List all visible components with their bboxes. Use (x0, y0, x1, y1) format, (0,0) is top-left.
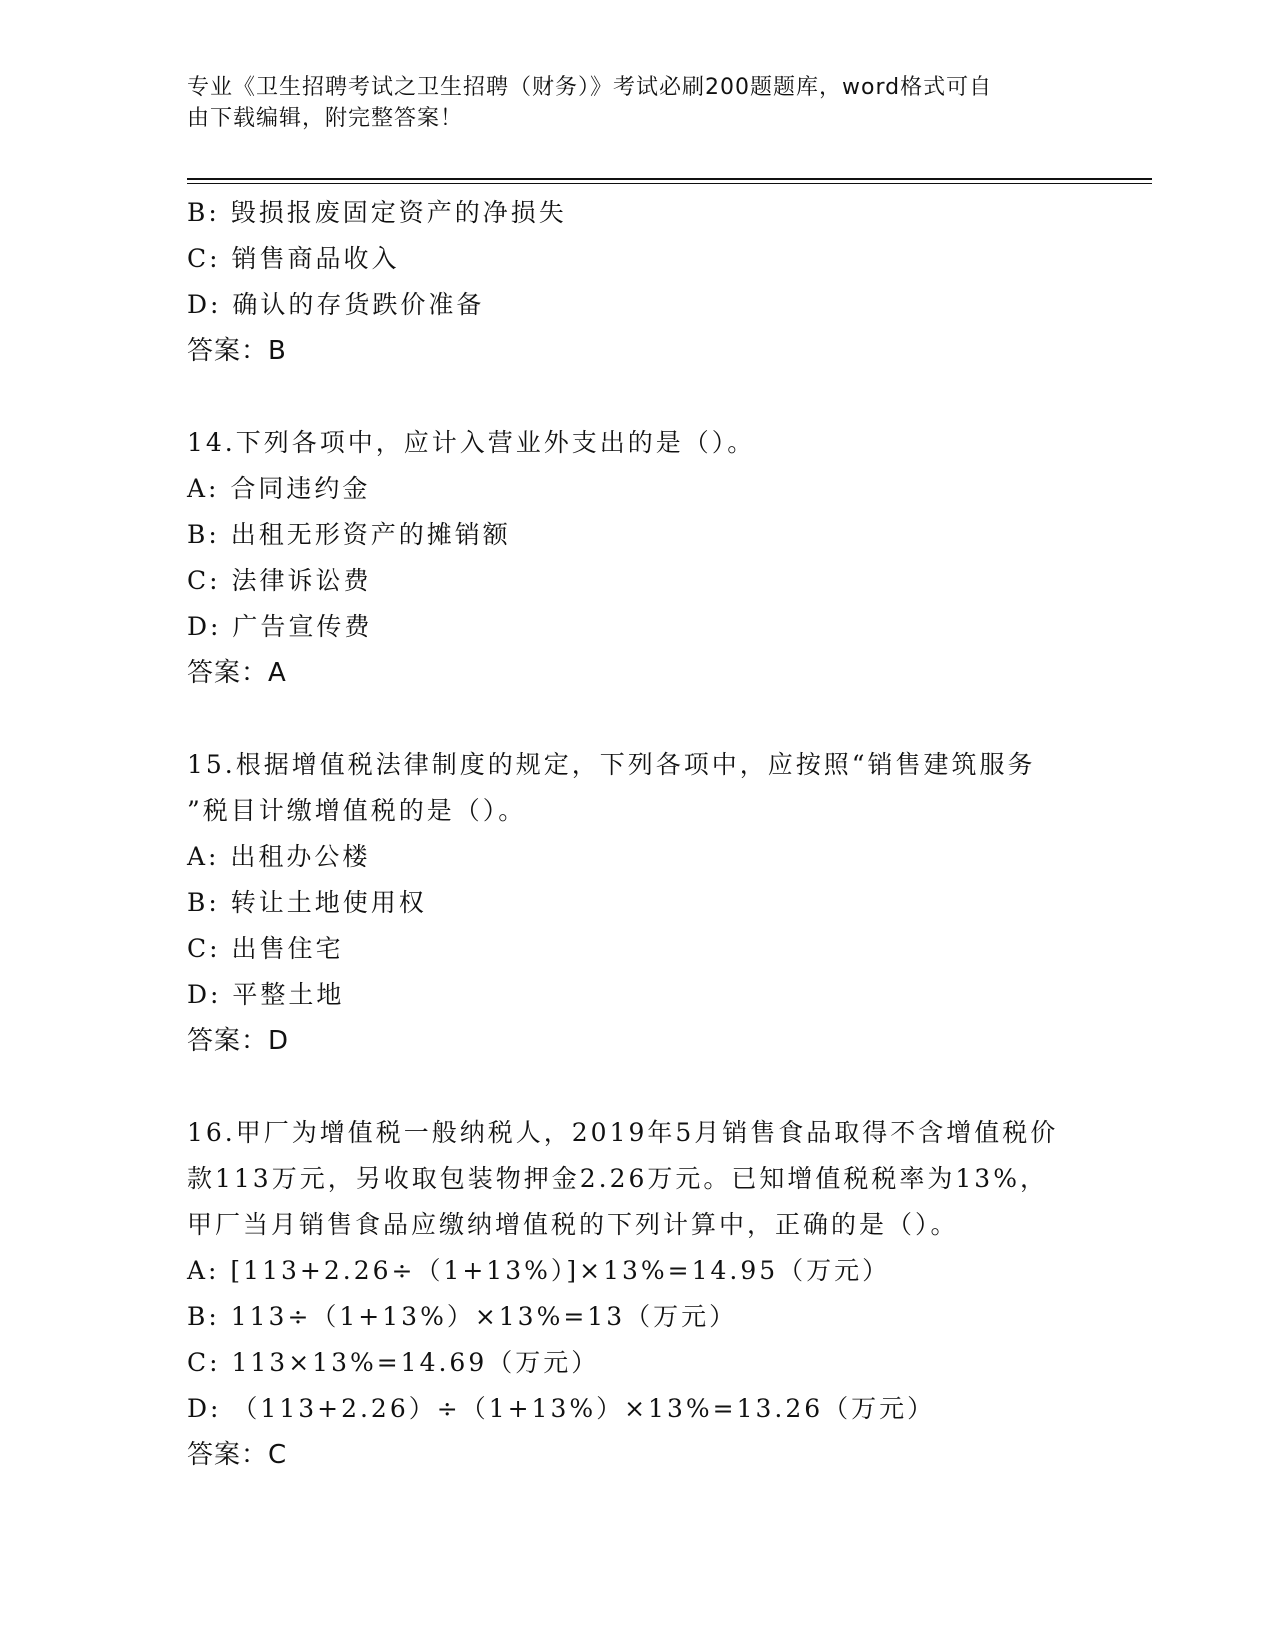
answer-line: 答案：C (187, 1440, 288, 1470)
option-b: B: 出租无形资产的摊销额 (187, 520, 511, 549)
option-c: C: 113×13%=14.69（万元） (187, 1348, 600, 1377)
question-list (187, 190, 1087, 1478)
question-14 (187, 420, 1087, 466)
option-a: A: [113+2.26÷（1+13%）]×13%=14.95（万元） (187, 1256, 891, 1285)
option-d: D: 广告宣传费 (187, 612, 373, 641)
spacer (187, 1064, 1087, 1110)
option-b: B: 113÷（1+13%）×13%=13（万元） (187, 1302, 738, 1331)
document-header (187, 72, 1067, 134)
header-divider-thin (187, 183, 1152, 184)
header-line-2: 由下载编辑，附完整答案！ (187, 106, 464, 131)
question-16 (187, 1110, 1087, 1248)
option-d: D: （113+2.26）÷（1+13%）×13%=13.26（万元） (187, 1394, 936, 1423)
option-d: D: 平整土地 (187, 980, 345, 1009)
spacer (187, 696, 1087, 742)
option-d: D: 确认的存货跌价准备 (187, 290, 485, 319)
option-a: A: 出租办公楼 (187, 842, 371, 871)
option-c: C: 法律诉讼费 (187, 566, 372, 595)
question-text: 15.根据增值税法律制度的规定，下列各项中，应按照“销售建筑服务 (187, 750, 1036, 779)
option-b: B: 毁损报废固定资产的净损失 (187, 198, 567, 227)
option-a: A: 合同违约金 (187, 474, 371, 503)
answer-line: 答案：B (187, 336, 287, 366)
question-15 (187, 742, 1087, 834)
answer-line: 答案：A (187, 658, 287, 688)
question-text: ”税目计缴增值税的是（）。 (187, 796, 527, 825)
header-line-1: 专业《卫生招聘考试之卫生招聘（财务）》考试必刷200题题库，word格式可自 (187, 75, 993, 100)
question-text: 甲厂当月销售食品应缴纳增值税的下列计算中，正确的是（）。 (187, 1210, 959, 1239)
option-c: C: 销售商品收入 (187, 244, 400, 273)
question-text: 14.下列各项中，应计入营业外支出的是（）。 (187, 428, 756, 457)
option-c: C: 出售住宅 (187, 934, 344, 963)
question-text: 16.甲厂为增值税一般纳税人，2019年5月销售食品取得不含增值税价 (187, 1118, 1059, 1147)
option-b: B: 转让土地使用权 (187, 888, 427, 917)
spacer (187, 374, 1087, 420)
answer-line: 答案：D (187, 1026, 290, 1056)
header-divider-thick (187, 178, 1152, 180)
question-text: 款113万元，另收取包装物押金2.26万元。已知增值税税率为13%， (187, 1164, 1048, 1193)
